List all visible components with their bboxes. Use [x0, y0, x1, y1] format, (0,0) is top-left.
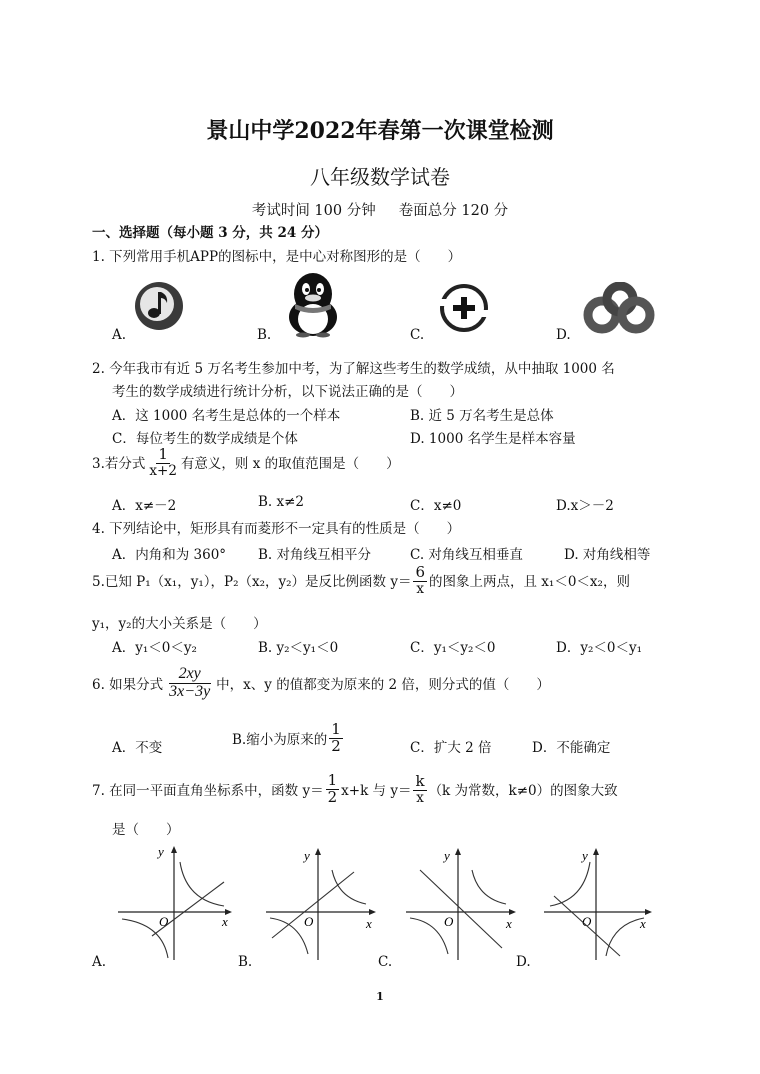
- y-axis-arrow-icon: [171, 846, 177, 853]
- cross-circle-icon: [436, 281, 492, 335]
- q5-prefix: 5.已知 P₁（x₁，y₁），P₂（x₂，y₂）是反比例函数 y＝: [92, 574, 412, 591]
- origin-label: O: [582, 914, 592, 929]
- x-axis-arrow-icon: [645, 909, 652, 915]
- q3-prefix: 3.若分式: [92, 456, 146, 473]
- q1-stem: 1. 下列常用手机APP的图标中，是中心对称图形的是（ ）: [92, 249, 462, 265]
- q4-stem: 4. 下列结论中，矩形具有而菱形不一定具有的性质是（ ）: [92, 521, 461, 537]
- q2-stem-line2: 考生的数学成绩进行统计分析，以下说法正确的是（ ）: [112, 384, 463, 400]
- q4-option-c: C. 对角线互相垂直: [410, 547, 523, 563]
- q3-fraction: [147, 447, 179, 478]
- q7-mid: x+k 与 y＝: [341, 783, 412, 800]
- hyperbola-branch: [332, 870, 366, 904]
- hyperbola-branch: [270, 918, 308, 954]
- q5-frac-num: 6: [415, 563, 426, 581]
- q7-option-d: D.: [516, 954, 531, 970]
- q7-option-b: B.: [238, 954, 253, 970]
- q2-option-b: B. 近 5 万名考生是总体: [410, 408, 554, 424]
- q7-frac2-num: k: [415, 771, 425, 790]
- q3-option-d: D.x＞－2: [556, 498, 614, 514]
- q6-fraction: [167, 666, 212, 701]
- origin-label: O: [304, 914, 314, 929]
- q7-fraction-1: [326, 773, 340, 806]
- q7-option-a: A.: [92, 954, 107, 970]
- section-heading: 一、选择题（每小题 3 分，共 24 分）: [92, 225, 328, 241]
- q5-option-d: D．y₂＜0＜y₁: [556, 640, 642, 656]
- hyperbola-branch: [410, 918, 448, 954]
- q6-option-b-prefix: B.缩小为原来的: [232, 732, 328, 749]
- q7-fraction-2: [413, 771, 426, 806]
- q3-suffix: 有意义，则 x 的取值范围是（ ）: [180, 456, 400, 473]
- q6-stem: [92, 666, 550, 701]
- y-axis-arrow-icon: [315, 848, 321, 855]
- q7-prefix: 7. 在同一平面直角坐标系中，函数 y＝: [92, 783, 324, 800]
- q7-option-c: C.: [378, 954, 393, 970]
- q5-option-c: C．y₁＜y₂＜0: [410, 640, 496, 656]
- hyperbola-branch: [606, 918, 644, 956]
- linear-function-line: [152, 882, 224, 936]
- q4-option-d: D. 对角线相等: [564, 547, 651, 563]
- q7-graph-c: [402, 840, 530, 964]
- q4-option-a: A．内角和为 360°: [112, 547, 227, 563]
- x-axis-arrow-icon: [509, 909, 516, 915]
- paper-title: 八年级数学试卷: [310, 165, 450, 189]
- q7-stem-line2: 是（ ）: [112, 822, 180, 838]
- q4-option-b: B. 对角线互相平分: [258, 547, 372, 563]
- music-note-icon: [134, 280, 184, 332]
- y-axis-arrow-icon: [455, 848, 461, 855]
- origin-label: O: [159, 914, 169, 929]
- exam-info: 考试时间 100 分钟 卷面总分 120 分: [251, 203, 509, 219]
- x-axis-label: x: [366, 916, 372, 931]
- school-title: 景山中学2022年春第一次课堂检测: [206, 118, 554, 144]
- linear-function-line: [554, 896, 620, 956]
- q6-frac-num: 2xy: [169, 666, 211, 684]
- y-axis-label: y: [444, 848, 450, 863]
- q2-option-a: A．这 1000 名考生是总体的一个样本: [112, 408, 341, 424]
- linked-rings-icon: [583, 282, 655, 336]
- q6-option-a: A．不变: [112, 740, 163, 756]
- y-axis-label: y: [158, 844, 164, 859]
- q1-option-b: B.: [257, 327, 272, 343]
- q3-option-c: C．x≠0: [410, 498, 462, 514]
- q6-option-b-fraction: [329, 722, 343, 755]
- q7-graph-a: [112, 840, 240, 964]
- hyperbola-branch: [472, 870, 506, 904]
- hyperbola-branch: [550, 862, 590, 906]
- q6-option-b: [232, 722, 345, 755]
- q7-graph-d: [540, 840, 668, 964]
- q7-stem: [92, 773, 618, 806]
- q5-stem-line2: y₁，y₂的大小关系是（ ）: [92, 616, 267, 632]
- x-axis-arrow-icon: [369, 909, 376, 915]
- q7-frac1-num: 1: [327, 771, 338, 789]
- q6-prefix: 6. 如果分式: [92, 677, 164, 694]
- q3-frac-den: x+2: [149, 462, 177, 479]
- q5-option-a: A．y₁＜0＜y₂: [112, 640, 197, 656]
- hyperbola-branch: [180, 862, 224, 906]
- q7-graph-b: [262, 840, 390, 964]
- q7-frac2-den: x: [416, 789, 424, 806]
- q5-frac-den: x: [416, 580, 425, 597]
- x-axis-label: x: [640, 916, 646, 931]
- q2-option-d: D. 1000 名学生是样本容量: [410, 431, 576, 447]
- q7-frac1-den: 2: [327, 787, 338, 806]
- q2-stem-line1: 2. 今年我市有近 5 万名考生参加中考，为了解这些考生的数学成绩，从中抽取 1000 名: [92, 361, 615, 377]
- x-axis-label: x: [506, 916, 512, 931]
- q5-option-b: B. y₂＜y₁＜0: [258, 640, 339, 656]
- page-number: 1: [376, 990, 384, 1003]
- q5-suffix: 的图象上两点，且 x₁＜0＜x₂，则: [429, 574, 630, 591]
- q3-option-b: B. x≠2: [258, 494, 305, 510]
- q6-suffix: 中，x、y 的值都变为原来的 2 倍，则分式的值（ ）: [216, 677, 550, 694]
- q6-b-frac-num: 1: [331, 720, 341, 738]
- x-axis-label: x: [222, 914, 228, 929]
- penguin-icon: [284, 270, 342, 338]
- q3-frac-num: 1: [158, 445, 168, 463]
- origin-label: O: [444, 914, 454, 929]
- y-axis-label: y: [304, 848, 310, 863]
- q1-option-a: A.: [112, 327, 127, 343]
- q3-option-a: A．x≠－2: [112, 498, 177, 514]
- y-axis-label: y: [582, 848, 588, 863]
- q1-option-c: C.: [410, 327, 425, 343]
- q3-stem: [92, 447, 400, 478]
- q2-option-c: C．每位考生的数学成绩是个体: [112, 431, 298, 447]
- y-axis-arrow-icon: [593, 848, 599, 855]
- q6-option-d: D．不能确定: [532, 740, 611, 756]
- q5-stem: [92, 565, 630, 596]
- q6-option-c: C．扩大 2 倍: [410, 740, 492, 756]
- q5-fraction: [413, 565, 427, 596]
- q6-frac-den: 3x−3y: [169, 682, 211, 700]
- q6-b-frac-den: 2: [331, 736, 341, 755]
- q1-option-d: D.: [556, 327, 571, 343]
- q7-suffix: （k 为常数，k≠0）的图象大致: [428, 783, 618, 800]
- linear-function-line: [420, 870, 502, 948]
